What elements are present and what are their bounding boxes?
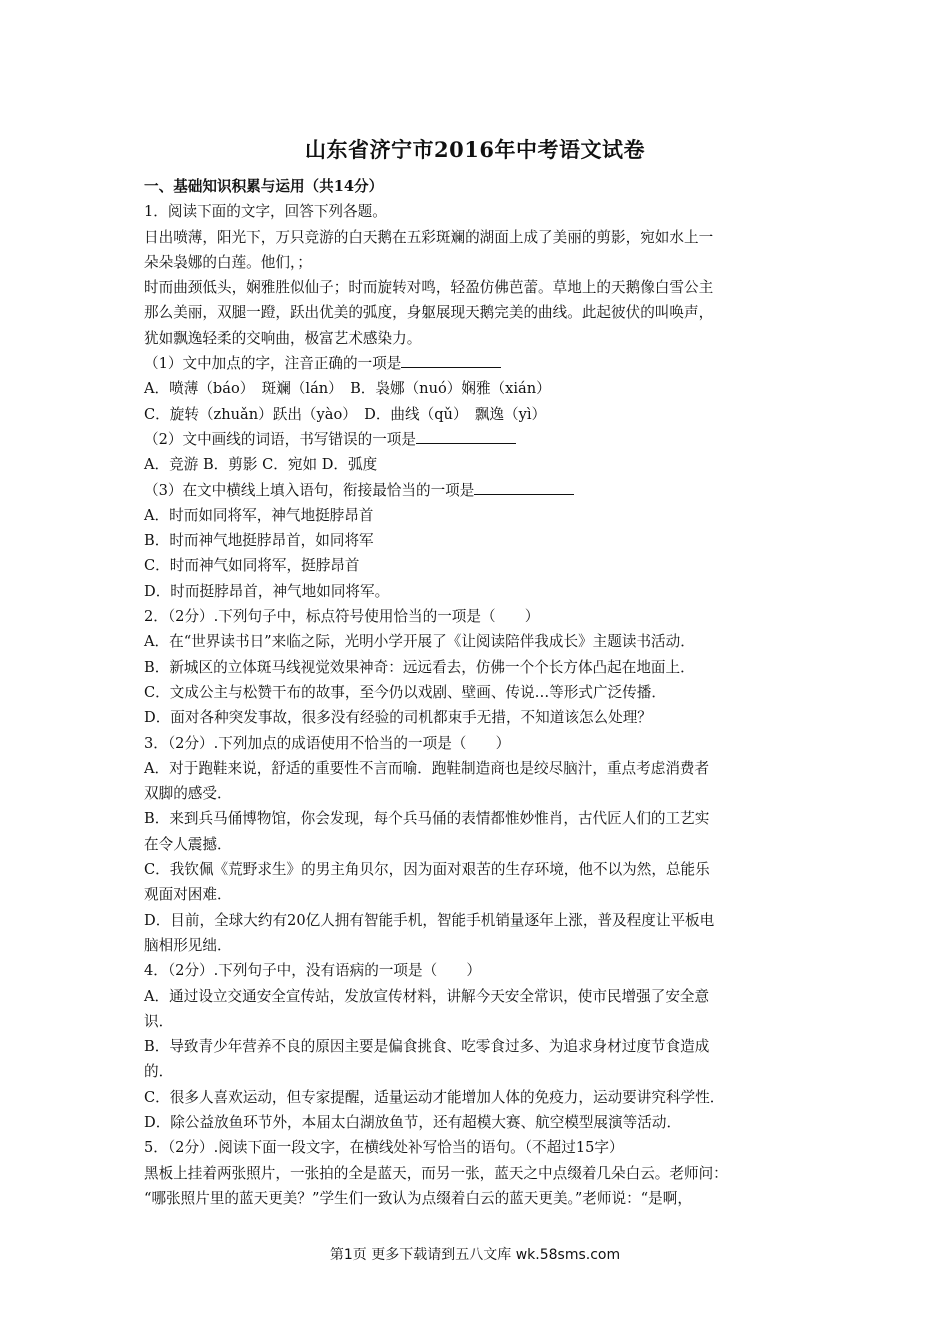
text-line: B．来到兵马俑博物馆，你会发现，每个兵马俑的表情都惟妙惟肖，古代匠人们的工艺实 (144, 810, 710, 828)
text-line: 的． (144, 1063, 174, 1081)
text-line: 犹如飘逸轻柔的交响曲，极富艺术感染力。 (144, 329, 422, 347)
text-line: 观面对困难． (144, 886, 232, 904)
text-line: 朵朵袅娜的白莲。他们，； (144, 253, 312, 271)
text-line: 在令人震撼． (144, 835, 232, 853)
text-line: 4．（2分）.下列句子中，没有语病的一项是（ ） (144, 962, 481, 980)
option-line: A．竞游 B．剪影 C．宛如 D．弧度 (144, 456, 378, 474)
option-line: C．旋转（zhuǎn）跃出（yào） D．曲线（qǔ） 飘逸（yì） (144, 405, 547, 423)
question-1-1 (144, 351, 808, 376)
text-line: 脑相形见绌． (144, 936, 232, 954)
text-line: 黑板上挂着两张照片，一张拍的全是蓝天，而另一张，蓝天之中点缀着几朵白云。老师问： (144, 1164, 728, 1182)
option-line: A．喷薄（báo） 斑斓（lán） B．袅娜（nuó）娴雅（xián） (144, 380, 551, 398)
text-line: D．面对各种突发事故，很多没有经验的司机都束手无措，不知道该怎么处理？ (144, 709, 652, 727)
answer-blank[interactable] (401, 353, 501, 368)
text-line: C．时而神气如同将军，挺脖昂首 (144, 557, 360, 575)
text-line: A．通过设立交通安全宣传站，发放宣传材料，讲解今天安全常识，使市民增强了安全意 (144, 987, 710, 1005)
text-line: 识． (144, 1012, 174, 1030)
text-line: B．新城区的立体斑马线视觉效果神奇：远远看去，仿佛一个个长方体凸起在地面上． (144, 658, 695, 676)
question-text: （3）在文中横线上填入语句，衔接最恰当的一项是 (144, 481, 475, 499)
page-title: 山东省济宁市2016年中考语文试卷 (305, 137, 645, 162)
text-line: 那么美丽，双腿一蹬，跃出优美的弧度，身躯展现天鹅完美的曲线。此起彼伏的叫唤声， (144, 304, 714, 322)
text-line: C．文成公主与松赞干布的故事，至今仍以戏剧、壁画、传说…等形式广泛传播． (144, 683, 666, 701)
text-line: 1．阅读下面的文字，回答下列各题。 (144, 203, 387, 221)
answer-blank[interactable] (474, 480, 574, 495)
text-line: “哪张照片里的蓝天更美？”学生们一致认为点缀着白云的蓝天更美。”老师说：“是啊， (144, 1189, 692, 1207)
answer-blank[interactable] (416, 429, 516, 444)
page-footer: 第1页 更多下载请到五八文库 wk.58sms.com (329, 1247, 621, 1263)
text-line: D．目前，全球大约有20亿人拥有智能手机，智能手机销量逐年上涨，普及程度让平板电 (144, 911, 715, 929)
text-line: B．时而神气地挺脖昂首，如同将军 (144, 532, 374, 550)
text-line: 双脚的感受． (144, 785, 232, 803)
text-line: A．对于跑鞋来说，舒适的重要性不言而喻．跑鞋制造商也是绞尽脑汁，重点考虑消费者 (144, 759, 710, 777)
text-line: C．很多人喜欢运动，但专家提醒，适量运动才能增加人体的免疫力，运动要讲究科学性． (144, 1088, 725, 1106)
text-line: 日出喷薄，阳光下，万只竞游的白天鹅在五彩斑斓的湖面上成了美丽的剪影，宛如水上一 (144, 228, 714, 246)
question-1-2 (144, 427, 808, 452)
text-line: A．时而如同将军，神气地挺脖昂首 (144, 506, 374, 524)
text-line: 2．（2分）.下列句子中，标点符号使用恰当的一项是（ ） (144, 608, 540, 626)
text-line: C．我钦佩《荒野求生》的男主角贝尔，因为面对艰苦的生存环境，他不以为然，总能乐 (144, 861, 710, 879)
text-line: 5．（2分）.阅读下面一段文字，在横线处补写恰当的语句。（不超过15字） (144, 1139, 624, 1157)
question-text: （1）文中加点的字，注音正确的一项是 (144, 355, 402, 373)
text-line: A．在“世界读书日”来临之际，光明小学开展了《让阅读陪伴我成长》主题读书活动． (144, 633, 695, 651)
text-line: 时而曲颈低头，娴雅胜似仙子；时而旋转对鸣，轻盈仿佛芭蕾。草地上的天鹅像白雪公主 (144, 279, 714, 297)
question-1-3 (144, 478, 808, 503)
text-line: B．导致青少年营养不良的原因主要是偏食挑食、吃零食过多、为追求身材过度节食造成 (144, 1038, 710, 1056)
text-line: D．时而挺脖昂首，神气地如同将军。 (144, 582, 390, 600)
text-line: D．除公益放鱼环节外，本届太白湖放鱼节，还有超模大赛、航空模型展演等活动． (144, 1113, 682, 1131)
exam-content (144, 174, 808, 1211)
text-line: 3．（2分）.下列加点的成语使用不恰当的一项是（ ） (144, 734, 511, 752)
question-text: （2）文中画线的词语，书写错误的一项是 (144, 430, 416, 448)
section-heading: 一、基础知识积累与运用（共14分） (144, 178, 384, 195)
